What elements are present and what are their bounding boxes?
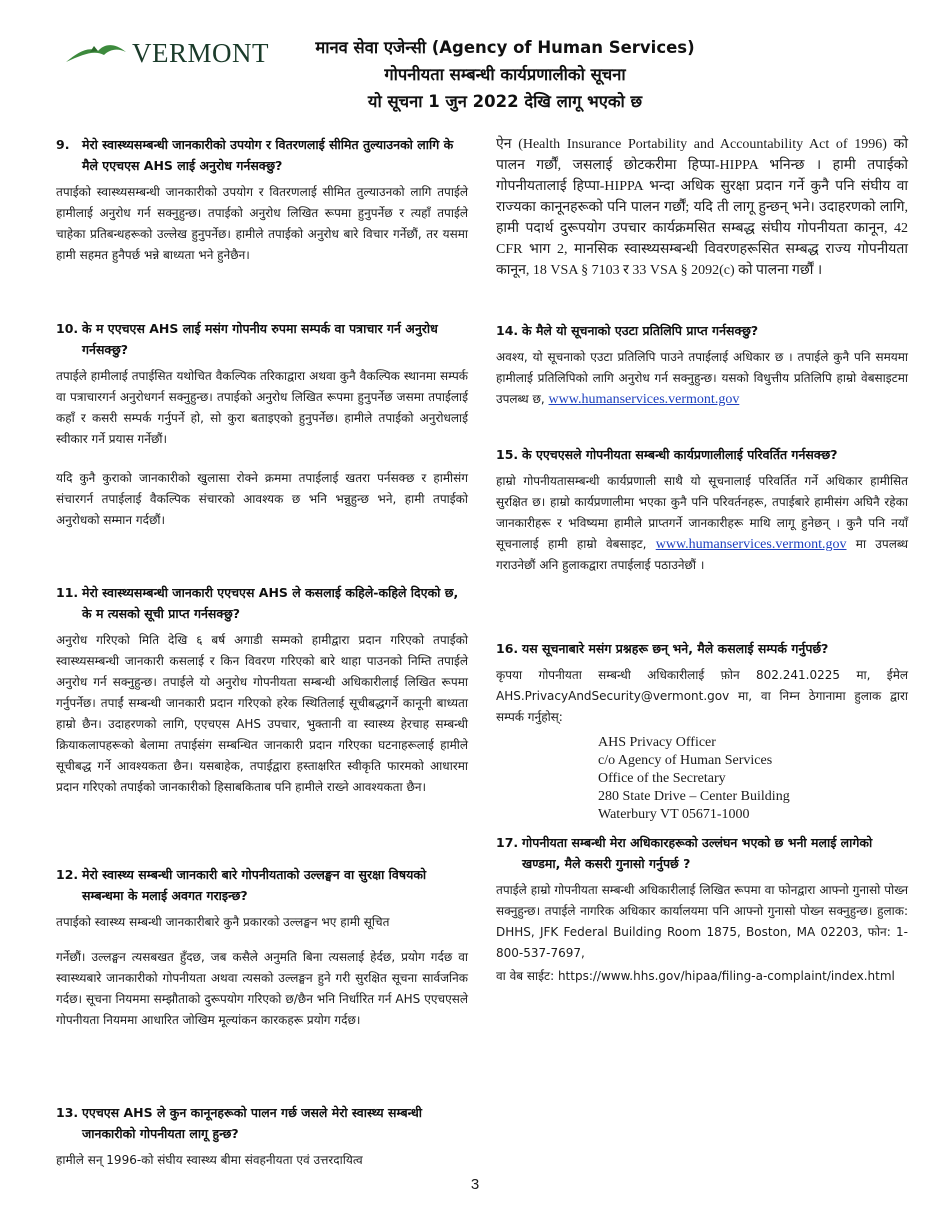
section-heading: 17. गोपनीयता सम्बन्धी मेरा अधिकारहरूको उल्लंघन भएको छ भनी मलाई लागेको खण्डमा, मैले कसरी गुनासो गर्नुपर्छ ? [496,835,873,871]
section-heading: 13. एएचएस AHS ले कुन कानूनहरूको पालन गर्छ जसले मेरो स्वास्थ्य सम्बन्धी जानकारीको गोपनीयता लागू हुन्छ? [56,1105,423,1141]
section-body: तपाईको स्वास्थ्य सम्बन्धी जानकारीबारे कुनै प्रकारको उल्लङ्घन भए हामी सूचित [56,915,390,929]
section-heading: 12. मेरो स्वास्थ्य सम्बन्धी जानकारी बारे गोपनीयताको उल्लङ्घन वा सुरक्षा विषयको सम्बन्धमा के मलाई अवगत गराइन्छ? [56,867,427,903]
section-body: कृपया गोपनीयता सम्बन्धी अधिकारीलाई फ़ोन 802.241.0225 मा, ईमेल AHS.PrivacyAndSecurity@vermont.gov मा, वा निम्न ठेगानामा हुलाक द्वारा सम्पर्क गर्नुहोस्: [496,668,908,724]
section-heading: 15. के एएचएसले गोपनीयता सम्बन्धी कार्यप्रणालीलाई परिवर्तित गर्नसक्छ? [496,447,838,462]
mailing-address [598,734,908,824]
section-heading: 14. के मैले यो सूचनाको एउटा प्रतिलिपि प्राप्त गर्नसक्छु? [496,323,759,338]
header-title: गोपनीयता सम्बन्धी कार्यप्रणालीको सूचना [384,65,626,84]
section-body: तपाईले हाम्रो गोपनीयता सम्बन्धी अधिकारीलाई लिखित रूपमा वा फोनद्वारा आफ्नो गुनासो पोख्न सक्नुहुन्छ। तपाईले नागरिक अधिकार कार्यालयमा पनि आफ्नो गुनासो पोख्न सक्नुहुन्छ। हुलाक: DHHS, JFK Federal Building Room 1875, Boston, MA 02203, फोन: 1-800-537-7697, [496,883,908,960]
address-line: Office of the Secretary [598,771,726,786]
header-agency: मानव सेवा एजेन्सी (Agency of Human Services) [315,38,695,57]
section-heading: 10. के म एएचएस AHS लाई मसंग गोपनीय रुपमा सम्पर्क वा पत्राचार गर्न अनुरोध गर्नसक्छु? [56,321,438,357]
address-line: c/o Agency of Human Services [598,753,773,768]
section-15 [496,444,908,576]
logo-text: VERMONT [132,38,269,68]
website-link[interactable]: www.humanservices.vermont.gov [548,392,740,407]
mountain-icon [64,38,134,64]
header-effective-date: यो सूचना 1 जुन 2022 देखि लागू भएको छ [367,92,643,111]
section-12 [56,864,468,1031]
section-heading: 11. मेरो स्वास्थ्यसम्बन्धी जानकारी एएचएस AHS ले कसलाई कहिले-कहिले दिएको छ, के म त्यसको सूची प्राप्त गर्नसक्छु? [56,585,459,621]
section-body: अनुरोध गरिएको मिति देखि ६ बर्ष अगाडी सम्मको हामीद्वारा प्रदान गरिएको तपाईको स्वास्थ्यसम्बन्धी जानकारी कसलाई र किन विवरण गरिएको बारे थाहा पाउनको निम्ति तपाईले अनुरोध गर्न सक्नुहुन्छ। तपाईले यो अनुरोध गोपनीयता सम्बन्धी अधिकारीलाई लिखित रूपमा गर्नुपर्नेछ। तपाईं सम्बन्धी जानकारी प्रदान गरिएको हरेक स्थितिलाई सूचीबद्धगर्ने कानूनी बाध्यता हाम्रो छैन। उदाहरणको लागि, एएचएस AHS उपचार, भुक्तानी वा स्वास्थ्य हेरचाह सम्बन्धी क्रियाकलापहरूको बेलामा तपाईसंग सम्बन्धित जानकारी प्रदान गरिएका घटनाहरूलाई हामीले सूचीबद्ध गर्ने आवश्यकता छैन। यसबाहेक, तपाईद्वारा हस्ताक्षरित स्वीकृति फारमको आधारमा प्रदान गरिएको तपाईको जानकारीको हिसाबकिताब पनि हामीले राख्ने आवश्यकता छैन। [56,633,468,794]
section-body: हाम्रो गोपनीयतासम्बन्धी कार्यप्रणाली साथै यो सूचनालाई परिवर्तित गर्ने अधिकार हामीसित सुरक्षित छ। हाम्रो कार्यप्रणालीमा भएका कुनै पनि परिवर्तनहरू, तपाईबारे हामीसंग अघिनै रहेका जानकारीहरू र भविष्यमा हामीले प्राप्तगर्ने जानकारीहरू माथि लागू हुनेछन् । कुनै पनि नयाँ सूचनालाई हामी हाम्रो वेबसाइट, www.humanservices.vermont.gov मा उपलब्ध गराउनेछौं अनि हुलाकद्वारा तपाईलाई पठाउनेछौं । [496,474,908,572]
section-10 [56,318,468,531]
address-line: 280 State Drive – Center Building [598,789,790,804]
document-header [290,34,720,115]
section-body: तपाईले हामीलाई तपाईसित यथोचित वैकल्पिक तरिकाद्वारा अथवा कुनै वैकल्पिक स्थानमा सम्पर्क वा पत्राचारगर्न अनुरोधगर्न सक्नुहुन्छ। तपाईको अनुरोध लिखित रूपमा हुनुपर्नेछ जसमा तपाईलाई कहाँ र कसरी सम्पर्क गर्नुपर्ने हो, सो कुरा बताइएको हुनुपर्नेछ। हामीले तपाईको अनुरोधलाई स्वीकार गर्ने प्रयास गर्नेछौं। [56,369,468,446]
page-number: 3 [470,1176,480,1193]
section-14 [496,320,908,410]
section-body: ऐन (Health Insurance Portability and Accountability Act of 1996) को पालन गर्छौं, जसलाई छोटकरीमा हिप्पा-HIPPA भनिन्छ । हामी तपाईको गोपनीयतालाई हिप्पा-HIPPA भन्दा अधिक सुरक्षा प्रदान गर्ने कुनै पनि संघीय वा राज्यका कानूनहरूको पनि पालन गर्छौं; यदि ती लागू हुन्छन् भने। उदाहरणको लागि, हामी पदार्थ दुरूपयोग उपचार कार्यक्रमसित सम्बद्ध संघीय गोपनीयता कानून, 42 CFR भाग 2, मानसिक स्वास्थ्यसम्बन्धी विवरणहरूसित सम्बद्ध राज्य गोपनीयता कानून, 18 VSA § 7103 र 33 VSA § 2092(c) को पालना गर्छौं । [496,137,908,278]
vermont-logo [64,36,269,68]
section-body: तपाईको स्वास्थ्यसम्बन्धी जानकारीको उपयोग र वितरणलाई सीमित तुल्याउनको लागि तपाईले हामीलाई अनुरोध गर्न सक्नुहुन्छ। तपाईको अनुरोध लिखित रूपमा हुनुपर्नेछ र त्यहाँ तपाईले चाहेका प्रतिबन्धहरूको उल्लेख हुनुपर्नेछ। हामीले तपाईको अनुरोध बारे विचार गर्नेछौं, तर यसमा हामी सहमत हुनैपर्छ भन्ने बाध्यता भने हुनेछैन। [56,185,468,262]
section-11 [56,582,468,798]
section-17 [496,832,908,987]
complaint-website: वा वेब साईट: https://www.hhs.gov/hipaa/filing-a-complaint/index.html [496,969,895,983]
section-9 [56,134,468,266]
section-13-continued [496,134,908,281]
website-link[interactable]: www.humanservices.vermont.gov [655,537,847,552]
section-13 [56,1102,468,1171]
section-body: हामीले सन् 1996-को संघीय स्वास्थ्य बीमा संवहनीयता एवं उत्तरदायित्व [56,1153,363,1167]
section-heading: 9. मेरो स्वास्थ्यसम्बन्धी जानकारीको उपयोग र वितरणलाई सीमित तुल्याउनको लागि के मैले एएचएस AHS लाई अनुरोध गर्नसक्छु? [56,137,454,173]
section-body: अवश्य, यो सूचनाको एउटा प्रतिलिपि पाउने तपाईलाई अधिकार छ । तपाईले कुनै पनि समयमा हामीलाई प्रतिलिपिको लागि अनुरोध गर्न सक्नुहुन्छ। यसको विधुत्तीय प्रतिलिपि हाम्रो वेबसाइटमा उपलब्ध छ, www.humanservices.vermont.gov [496,350,908,407]
section-heading: 16. यस सूचनाबारे मसंग प्रश्नहरू छन् भने, मैले कसलाई सम्पर्क गर्नुपर्छ? [496,641,829,656]
section-16 [496,638,908,824]
address-line: AHS Privacy Officer [598,735,716,750]
section-body: यदि कुनै कुराको जानकारीको खुलासा रोक्ने क्रममा तपाईलाई खतरा पर्नसक्छ र हामीसंग संचारगर्न तपाईलाई वैकल्पिक संचारको आवश्यक छ भनि भन्नुहुन्छ भने, हामी तपाईको अनुरोधको सम्मान गर्दछौं। [56,471,468,527]
section-body: गर्नेछौं। उल्लङ्घन त्यसबखत हुँदछ, जब कसैले अनुमति बिना त्यसलाई हेर्दछ, प्रयोग गर्दछ वा स्वास्थ्यबारे जानकारीको गोपनीयता अथवा त्यसको उल्लङ्घन हुने गरी सुरक्षित सूचना सार्वजनिक गर्दछ। सूचना नियममा सम्झौताको दुरूपयोग गरिएको छ/छैन भनि निर्धारित गर्न AHS एएचएसले गोपनीयता नियममा आधारित जोखिम मूल्यांकन कारकहरू प्रयोग गर्दछ। [56,950,468,1027]
address-line: Waterbury VT 05671-1000 [598,807,750,822]
